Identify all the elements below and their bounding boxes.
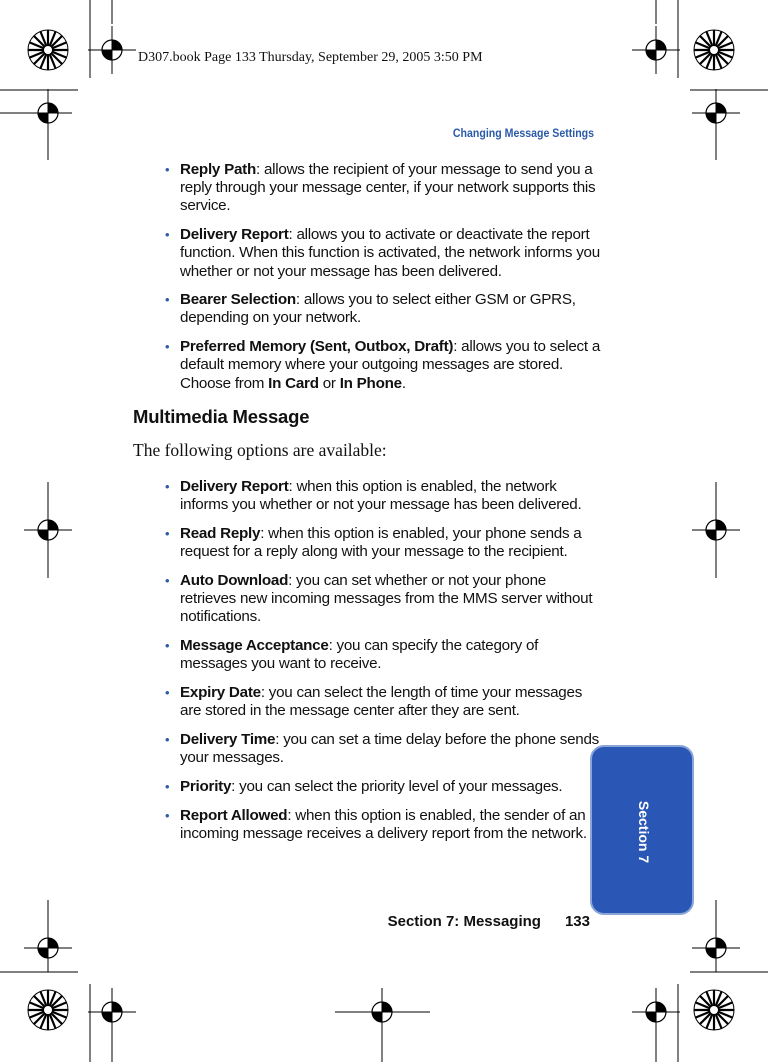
- list-item: [133, 338, 603, 393]
- option-end: .: [401, 374, 406, 392]
- registration-mark: [692, 924, 740, 972]
- option-description: : allows you to select a default memory where your outgoing messages are stored. Choose from: [180, 338, 601, 392]
- list-item: [133, 226, 603, 281]
- list-item: [133, 778, 603, 796]
- option-term: Preferred Memory (Sent, Outbox, Draft): [180, 338, 454, 356]
- option-term: Delivery Report: [180, 226, 289, 244]
- option-description: : when this option is enabled, the network informs you whether or not your message has been delivered.: [180, 478, 582, 514]
- mms-heading: Multimedia Message: [133, 406, 310, 428]
- book-file-header: D307.book Page 133 Thursday, September 29, 2005 3:50 PM: [138, 50, 483, 65]
- option-description: : allows the recipient of your message to send you a reply through your message center, if your network supports this service.: [180, 161, 596, 215]
- option-description: : allows you to activate or deactivate the report function. When this function is activated, the network informs you whether or not your message has been delivered.: [180, 226, 600, 280]
- mms-intro: The following options are available:: [133, 440, 387, 461]
- star-mark-top-left: [28, 30, 68, 70]
- running-head: Changing Message Settings: [452, 128, 594, 140]
- list-item: [133, 161, 603, 216]
- section-tab-label: Section 7: [636, 800, 652, 864]
- page-number: 133: [564, 913, 590, 930]
- sms-options-list: [133, 161, 603, 393]
- option-term: Bearer Selection: [180, 291, 296, 309]
- bullet-icon: •: [165, 292, 170, 308]
- option-description: : you can select the priority level of your messages.: [231, 777, 563, 795]
- bullet-icon: •: [165, 339, 170, 355]
- option-term: Read Reply: [180, 525, 261, 543]
- bullet-icon: •: [165, 479, 170, 495]
- registration-mark: [692, 89, 740, 137]
- memory-option-in-card: In Card: [268, 374, 319, 392]
- memory-option-in-phone: In Phone: [339, 374, 402, 392]
- bullet-icon: •: [165, 526, 170, 542]
- list-item: [133, 572, 603, 627]
- bullet-icon: •: [165, 162, 170, 177]
- mms-options-list: [133, 478, 603, 843]
- option-term: Priority: [180, 777, 232, 795]
- page-content: [133, 161, 603, 853]
- section-tab: [590, 745, 694, 915]
- option-description: : when this option is enabled, the sender of an incoming message receives a delivery report from the network.: [180, 806, 587, 842]
- option-term: Auto Download: [180, 572, 289, 590]
- option-term: Delivery Report: [180, 478, 289, 496]
- option-term: Message Acceptance: [180, 637, 329, 655]
- registration-mark: [24, 506, 72, 554]
- registration-mark: [88, 988, 136, 1036]
- list-item: [133, 478, 603, 514]
- bullet-icon: •: [165, 685, 170, 701]
- option-term: Reply Path: [180, 161, 256, 178]
- option-term: Delivery Time: [180, 730, 276, 748]
- list-item: [133, 291, 603, 327]
- option-description: : you can set whether or not your phone retrieves new incoming messages from the MMS server without notifications.: [180, 572, 593, 626]
- list-item: [133, 684, 603, 720]
- footer-section-title: Section 7: Messaging: [387, 913, 541, 930]
- option-connector: or: [318, 374, 340, 392]
- registration-mark: [88, 26, 136, 74]
- list-item: [133, 807, 603, 843]
- option-description: : you can specify the category of messages you want to receive.: [180, 637, 539, 673]
- star-mark-bottom-left: [28, 990, 68, 1030]
- bullet-icon: •: [165, 638, 170, 654]
- bullet-icon: •: [165, 778, 170, 794]
- bullet-icon: •: [165, 227, 170, 243]
- registration-mark: [24, 89, 72, 137]
- option-term: Report Allowed: [180, 806, 288, 824]
- registration-mark: [632, 26, 680, 74]
- list-item: [133, 637, 603, 673]
- list-item: [133, 525, 603, 561]
- list-item: [133, 731, 603, 767]
- bullet-icon: •: [165, 807, 170, 823]
- bullet-icon: •: [165, 573, 170, 589]
- bullet-icon: •: [165, 731, 170, 747]
- option-description: : allows you to select either GSM or GPRS, depending on your network.: [180, 291, 576, 327]
- option-description: : you can select the length of time your messages are stored in the message center after they are sent.: [180, 684, 583, 720]
- registration-mark: [632, 988, 680, 1036]
- option-term: Expiry Date: [180, 684, 261, 702]
- registration-mark: [692, 506, 740, 554]
- star-mark-top-right: [694, 30, 734, 70]
- page-footer: [300, 913, 590, 930]
- star-mark-bottom-right: [694, 990, 734, 1030]
- registration-mark: [24, 924, 72, 972]
- option-description: : you can set a time delay before the phone sends your messages.: [180, 730, 600, 767]
- registration-mark: [358, 988, 406, 1036]
- option-description: : when this option is enabled, your phone sends a request for a reply along with your message to the recipient.: [180, 525, 582, 561]
